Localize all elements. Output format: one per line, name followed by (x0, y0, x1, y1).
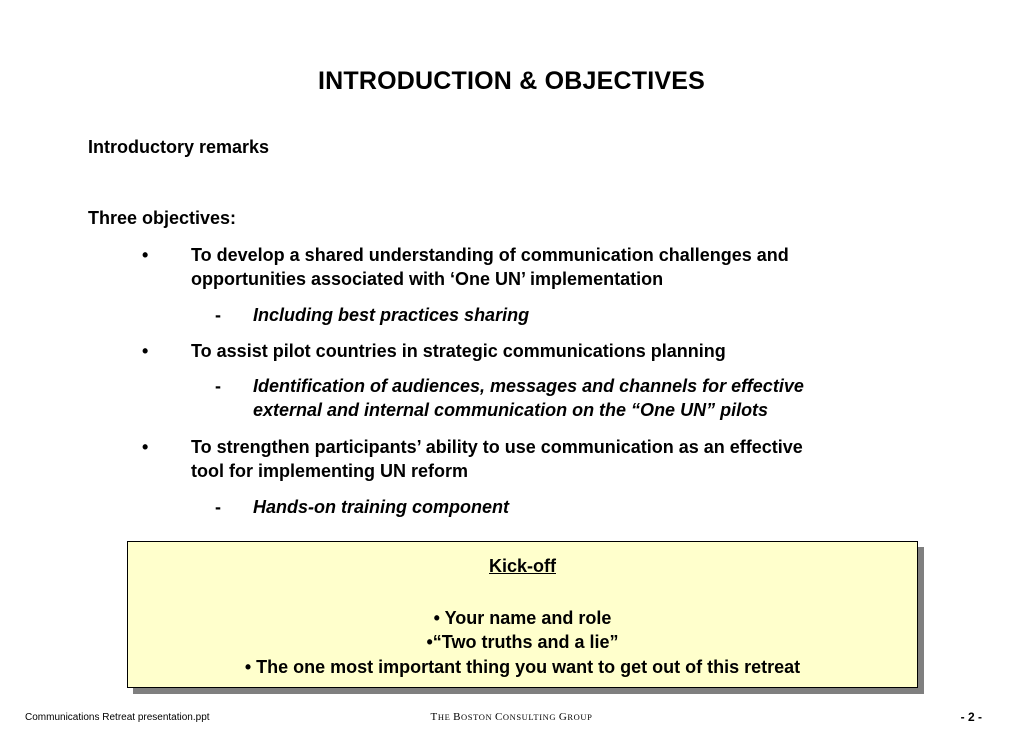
kickoff-box (127, 541, 918, 688)
objective-line: To strengthen participants’ ability to use communication as an effective (191, 437, 803, 457)
page-title: INTRODUCTION & OBJECTIVES (318, 67, 705, 95)
dash-mark: - (215, 376, 221, 396)
company-letter: T (430, 711, 438, 723)
dash-mark: - (215, 305, 221, 325)
objective-sub-text (253, 374, 933, 422)
objective-sub-line: external and internal communication on the “One UN” pilots (253, 400, 769, 420)
objective-text (191, 339, 941, 363)
company-small-caps: HE (437, 712, 454, 722)
company-letter: C (494, 711, 503, 723)
kickoff-item: •“Two truths and a lie” (426, 632, 619, 652)
objective-line: To assist pilot countries in strategic communications planning (191, 341, 726, 361)
objective-sub-line: Identification of audiences, messages and channels for effective (253, 376, 804, 396)
objective-line: To develop a shared understanding of communication challenges and (191, 245, 789, 265)
objective-sub-text (253, 303, 933, 327)
objective-line: opportunities associated with ‘One UN’ implementation (191, 269, 664, 289)
company-small-caps: ONSULTING (502, 712, 559, 722)
company-small-caps: ROUP (567, 712, 593, 722)
objective-sub-line: Including best practices sharing (253, 305, 530, 325)
objective-line: tool for implementing UN reform (191, 461, 469, 481)
company-letter: G (558, 711, 568, 723)
footer-company-name (0, 711, 1023, 723)
objective-text (191, 243, 941, 291)
objectives-heading: Three objectives: (88, 208, 237, 228)
company-small-caps: OSTON (461, 712, 495, 722)
page-number: - 2 - (960, 710, 982, 724)
kickoff-item: • Your name and role (433, 608, 612, 628)
footer-file-name: Communications Retreat presentation.ppt (25, 712, 210, 723)
objective-sub-line: Hands-on training component (253, 497, 509, 517)
bullet-mark: • (142, 437, 149, 457)
bullet-mark: • (142, 341, 149, 361)
intro-heading: Introductory remarks (88, 137, 270, 157)
kickoff-item: • The one most important thing you want to get out of this retreat (244, 657, 801, 677)
bullet-mark: • (142, 245, 149, 265)
objective-text (191, 435, 941, 483)
kickoff-title: Kick-off (489, 556, 556, 576)
objective-sub-text (253, 495, 933, 519)
dash-mark: - (215, 497, 221, 517)
company-letter: B (453, 711, 462, 723)
